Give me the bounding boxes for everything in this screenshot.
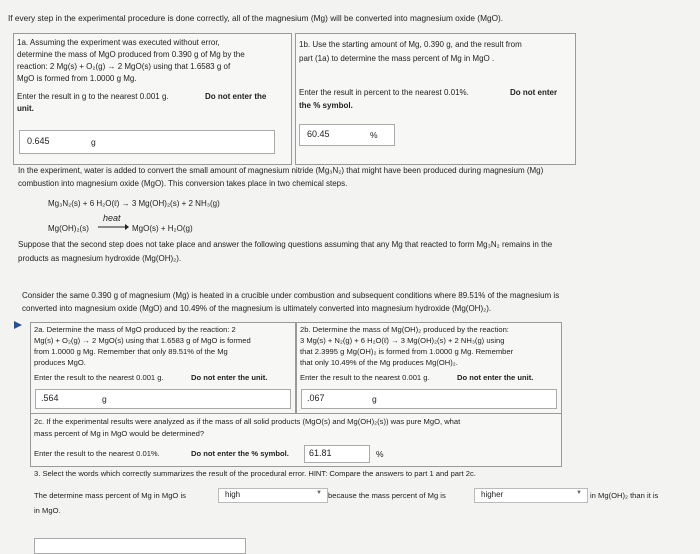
chevron-down-icon: ▼: [576, 490, 582, 496]
equation-2-heat: heat: [103, 213, 121, 223]
answer-1b-unit: %: [370, 130, 378, 140]
question-2a: 2a. Determine the mass of MgO produced by the reaction: 2 Mg(s) + O₂(g) → 2 MgO(s) using that 1.6583 g of MgO is formed from 1.0000 g Mg. Remember that only 89.51% of the Mg produces MgO. Enter the result to the nearest 0.001 g. Do not enter the unit. .564 g: [30, 322, 296, 414]
question-1a: 1a. Assuming the experiment was executed without error, determine the mass of MgO produced from 0.390 g of Mg by the reaction: 2 Mg(s) + O₂(g) → 2 MgO(s) using that 1.6583 g of MgO is formed from 1.0000 g Mg. Enter the result in g to the nearest 0.001 g. Do not enter the unit. 0.645 g: [13, 33, 292, 165]
answer-2c-value: 61.81: [309, 448, 332, 458]
equation-2-left: Mg(OH)₂(s): [48, 224, 89, 233]
equation-2-right: MgO(s) + H₂O(g): [132, 224, 193, 233]
question-3-title: 3. Select the words which correctly summarizes the result of the procedural error. HINT: Compare the answers to part 1 and part 2c.: [34, 469, 476, 478]
answer-1a-value: 0.645: [27, 136, 50, 146]
answer-1b-input[interactable]: [299, 124, 395, 146]
reaction-arrow-icon: [97, 222, 129, 234]
answer-2a-value: .564: [41, 393, 59, 403]
pin-icon[interactable]: [12, 319, 24, 333]
question-1b: 1b. Use the starting amount of Mg, 0.390 g, and the result from part (1a) to determine the mass percent of Mg in MgO . Enter the result in percent to the nearest 0.01%. Do not enter the % symbol. 60.45 %: [295, 33, 576, 165]
answer-1a-unit: g: [91, 137, 96, 147]
answer-1a-input[interactable]: [19, 130, 275, 154]
answer-2b-input[interactable]: [301, 389, 557, 409]
question-2b: 2b. Determine the mass of Mg(OH)₂ produced by the reaction: 3 Mg(s) + N₂(g) + 6 H₂O(ℓ) → 3 Mg(OH)₂(s) + 2 NH₃(g) using that 2.3995 g Mg(OH)₂ is formed from 1.0000 g Mg. Remember that only 10.49% of the Mg produces Mg(OH)₂. Enter the result to the nearest 0.001 g. Do not enter the unit. .067 g: [296, 322, 562, 414]
bottom-input[interactable]: [34, 538, 246, 554]
answer-2c-unit: %: [376, 449, 384, 459]
chevron-down-icon: ▼: [316, 490, 322, 496]
answer-2a-input[interactable]: [35, 389, 291, 409]
answer-2b-unit: g: [372, 394, 377, 404]
mass-percent-compare-select[interactable]: higher ▼: [474, 488, 588, 503]
question-2c: 2c. If the experimental results were analyzed as if the mass of all solid products (MgO(s) and Mg(OH)₂(s)) was pure MgO, what mass percent of Mg in MgO would be determined? Enter the result to the nearest 0.01%. Do not enter the % symbol. 61.81 %: [30, 413, 562, 467]
answer-1b-value: 60.45: [307, 129, 330, 139]
error-direction-select[interactable]: high ▼: [218, 488, 328, 503]
answer-2c-input[interactable]: [304, 445, 370, 463]
equation-1: Mg₃N₂(s) + 6 H₂O(ℓ) → 3 Mg(OH)₂(s) + 2 NH₃(g): [48, 199, 220, 208]
answer-2b-value: .067: [307, 393, 325, 403]
intro-text: If every step in the experimental procedure is done correctly, all of the magnesium (Mg) will be converted into magnesium oxide (MgO).: [8, 13, 504, 23]
answer-2a-unit: g: [102, 394, 107, 404]
